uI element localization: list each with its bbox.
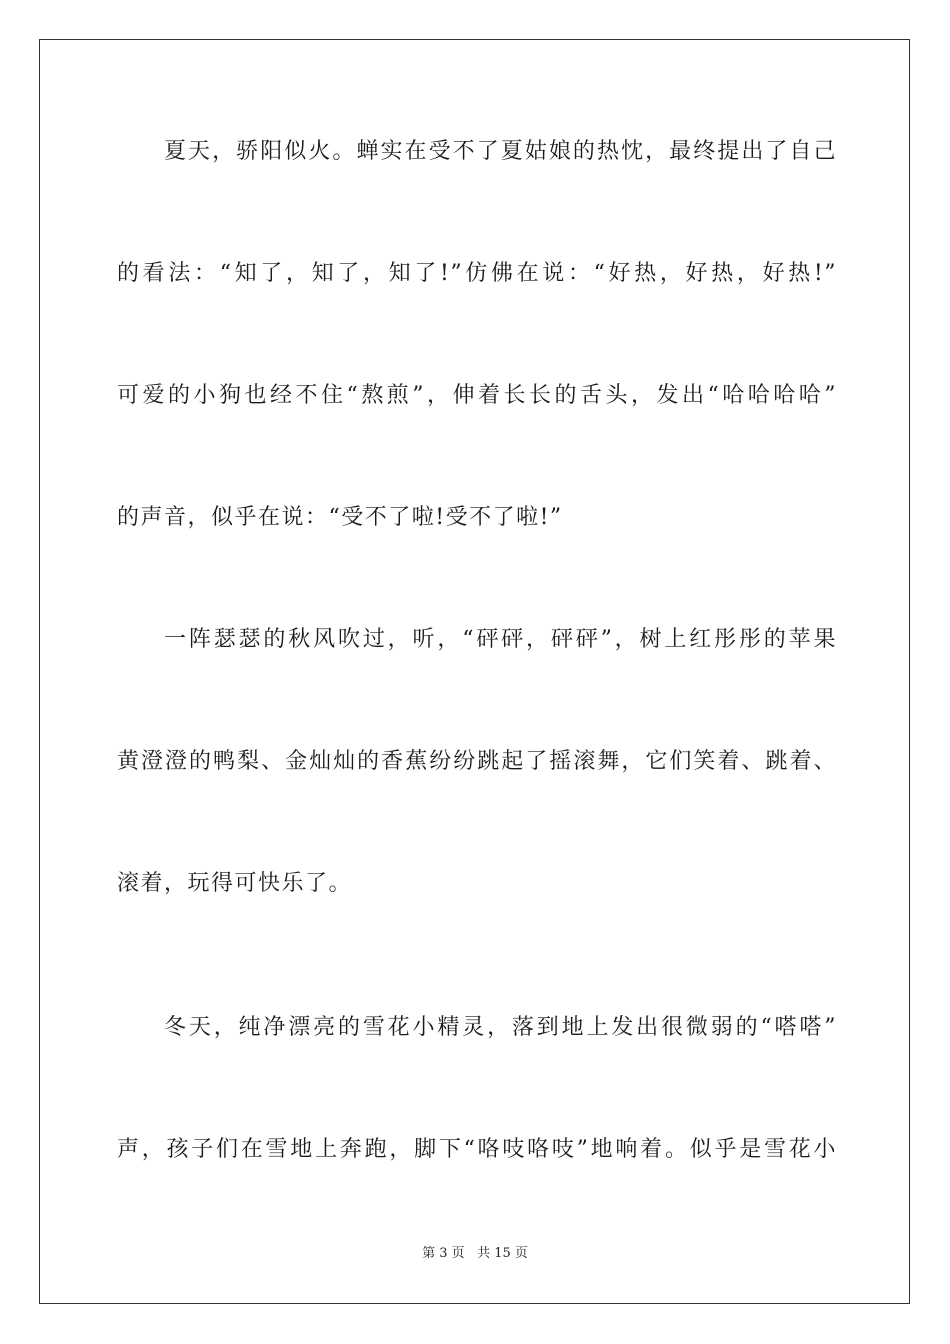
page-total: 共 15 页 — [477, 1246, 528, 1261]
paragraph-summary-line-4: 的声音，似乎在说：“受不了啦!受不了啦!” — [117, 505, 563, 530]
paragraph-summary-line-1: 夏天，骄阳似火。蝉实在受不了夏姑娘的热忱，最终提出了自己 — [164, 139, 837, 164]
page-border — [39, 39, 910, 1304]
paragraph-autumn-line-1: 一阵瑟瑟的秋风吹过，听，“砰砰，砰砰”，树上红彤彤的苹果 — [164, 627, 837, 652]
paragraph-summary-line-2: 的看法：“知了，知了，知了!”仿佛在说：“好热，好热，好热!” — [117, 261, 837, 286]
paragraph-autumn-line-3: 滚着，玩得可快乐了。 — [117, 871, 353, 896]
page-footer — [0, 1245, 950, 1263]
paragraph-autumn-line-2: 黄澄澄的鸭梨、金灿灿的香蕉纷纷跳起了摇滚舞，它们笑着、跳着、 — [117, 749, 837, 774]
paragraph-winter-line-2: 声，孩子们在雪地上奔跑，脚下“咯吱咯吱”地响着。似乎是雪花小 — [117, 1137, 837, 1162]
paragraph-summary-line-3: 可爱的小狗也经不住“熬煎”，伸着长长的舌头，发出“哈哈哈哈” — [117, 383, 837, 408]
page-number: 第 3 页 — [422, 1246, 465, 1261]
paragraph-winter-line-1: 冬天，纯净漂亮的雪花小精灵，落到地上发出很微弱的“嗒嗒” — [164, 1015, 837, 1040]
